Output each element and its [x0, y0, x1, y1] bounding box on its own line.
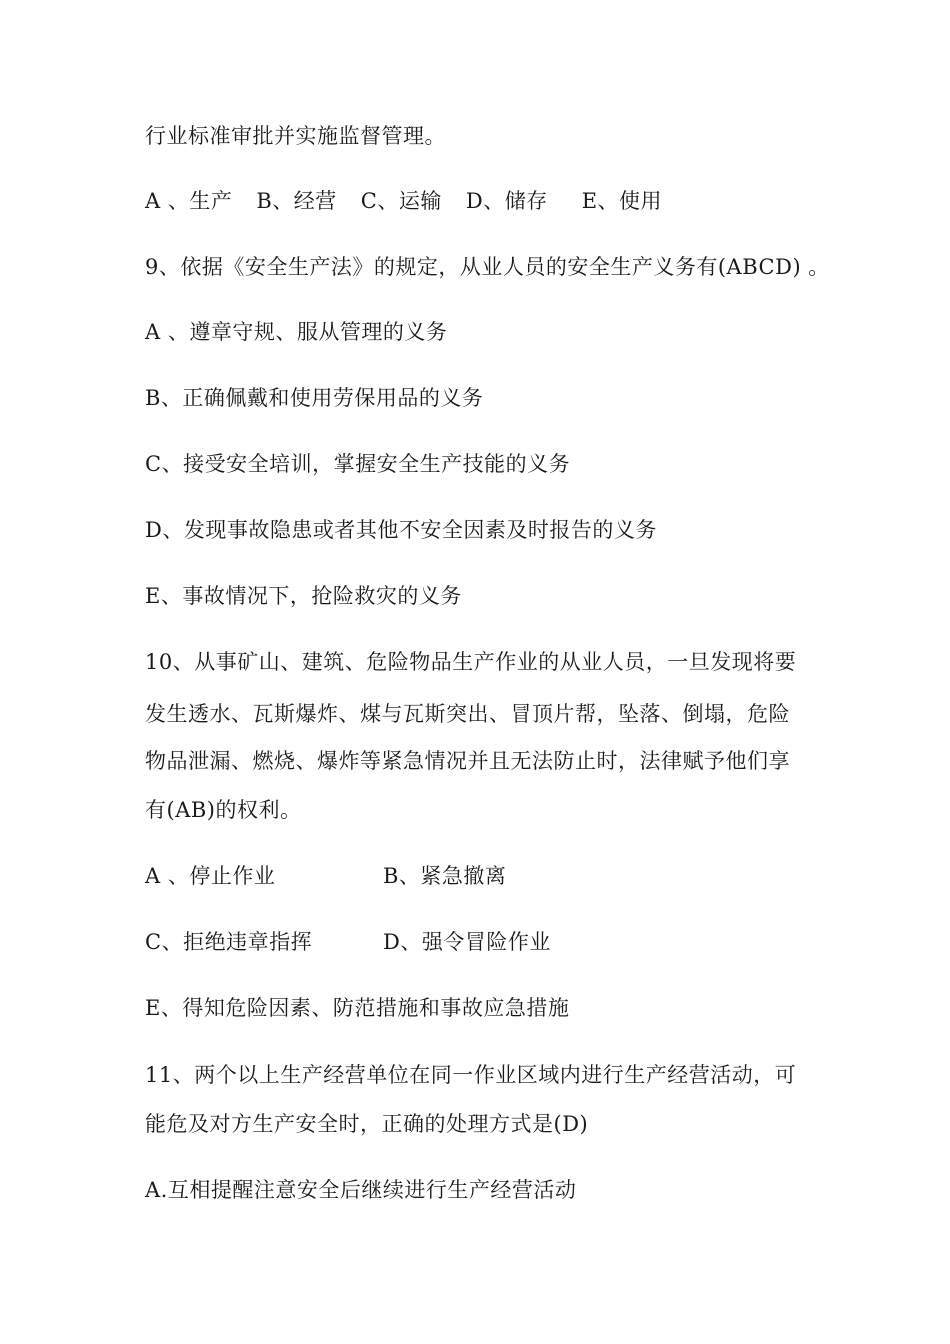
q10-option-e: E、得知危险因素、防范措施和事故应急措施: [145, 996, 570, 1020]
q10-options-row1: [145, 862, 506, 890]
q9-question: 9、依据《安全生产法》的规定，从业人员的安全生产义务有(ABCD) 。: [145, 255, 830, 279]
q11-option-a: A.互相提醒注意安全后继续进行生产经营活动: [145, 1178, 577, 1202]
q9-option-b: B、正确佩戴和使用劳保用品的义务: [145, 386, 484, 410]
q9-option-a: A 、遵章守规、服从管理的义务: [145, 320, 448, 344]
q9-option-d: D、发现事故隐患或者其他不安全因素及时报告的义务: [145, 518, 657, 542]
q11-question-line2: 能危及对方生产安全时，正确的处理方式是(D): [145, 1112, 589, 1136]
option-a: A 、生产: [145, 189, 233, 213]
option-d: D、储存: [465, 189, 548, 213]
option-b: B、经营: [256, 189, 337, 213]
q10-option-c: C、拒绝违章指挥: [145, 930, 313, 954]
q10-option-a: A 、停止作业: [145, 864, 276, 888]
q10-option-b: B、紧急撤离: [383, 864, 507, 888]
q8-options: [145, 187, 662, 215]
text-line: 行业标准审批并实施监督管理。: [145, 124, 446, 148]
q9-option-c: C、接受安全培训，掌握安全生产技能的义务: [145, 452, 571, 476]
q10-option-d: D、强令冒险作业: [383, 930, 551, 954]
q11-question-line1: 11、两个以上生产经营单位在同一作业区域内进行生产经营活动，可: [145, 1063, 797, 1087]
q10-question-line4: 有(AB)的权利。: [145, 798, 302, 822]
q10-question-line2: 发生透水、瓦斯爆炸、煤与瓦斯突出、冒顶片帮，坠落、倒塌，危险: [145, 702, 790, 726]
q10-question-line3: 物品泄漏、燃烧、爆炸等紧急情况并且无法防止时，法律赋予他们享: [145, 749, 790, 773]
q10-question-line1: 10、从事矿山、建筑、危险物品生产作业的从业人员，一旦发现将要: [145, 650, 797, 674]
q9-option-e: E、事故情况下，抢险救灾的义务: [145, 584, 462, 608]
q10-options-row2: [145, 928, 551, 956]
option-e: E、使用: [581, 189, 663, 213]
option-c: C、运输: [360, 189, 442, 213]
